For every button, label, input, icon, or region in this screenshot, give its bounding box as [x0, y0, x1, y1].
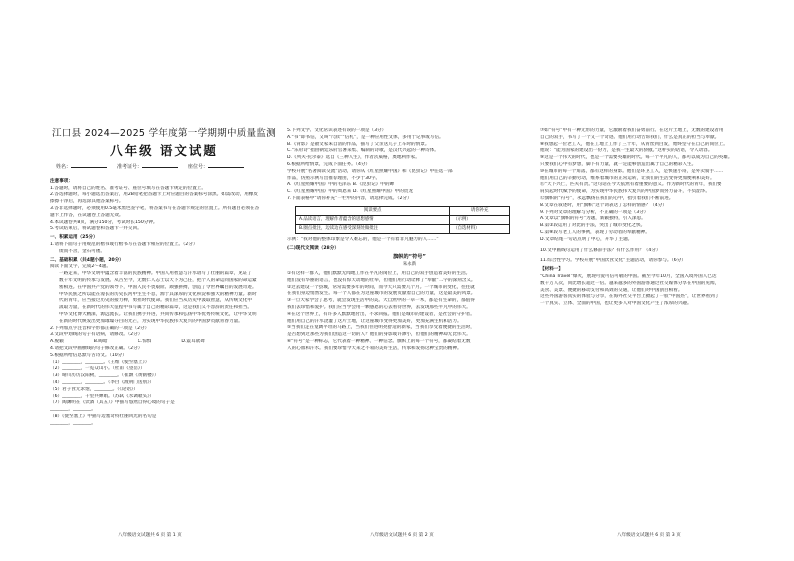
- option-item: B.《背影》是散文家朱自清的作品，描写了父亲送儿子上车时的情景。: [287, 141, 430, 147]
- passage-line: 数千年文明的传承与发展。从古至今，无数仁人志士以天下为己任，把个人的命运同国家的命运紧: [59, 277, 257, 283]
- option-item: B.晦暗: [93, 339, 108, 345]
- poem-item: （5）君子食无求饱，________。（《论语》）: [50, 386, 138, 392]
- essay-line: 人的心血和汗水。我们要珍惜今天来之不易的美好生活，传承和发扬这种宝贵的精神。: [287, 345, 462, 351]
- question-1-text: 锲而不舍，金石可镂。: [59, 248, 105, 254]
- essay-line: 自己的双手，书写了一个又一个奇迹。他们用行动告诉我们，什么是真正的担当与奉献。: [540, 134, 720, 140]
- column-3: [540, 128, 772, 308]
- question-3-options: [50, 339, 278, 346]
- page-footer-2: 八年级语文试题共 6 页 第 2 页: [370, 533, 434, 538]
- essay-line: ⑫旗帜的“符号”，永远飘扬在我们的心中，指引着我们不断前进。: [540, 195, 674, 201]
- essay-line: ⑦如“符号”中有一种无形的力量，它激励着我们奋勇前行。在这片土地上，无数的建设者用: [540, 128, 724, 133]
- option-item: D.文章结尾一句话点明了中心，升华了主题。: [540, 236, 633, 242]
- column-2: [287, 128, 532, 353]
- option-item: C.第⑧段写老工人的事例，表现了劳动者的奉献精神。: [540, 229, 650, 235]
- part3-heading: (二)现代文阅读（28分）: [287, 245, 339, 251]
- essay-title: 旗帜的“符号”: [393, 254, 426, 261]
- question-12: 10.文中画线句运用了什么修辞手法？有什么作用？（4分）: [540, 247, 661, 253]
- essay-line: 在我们身边悄然发生。每一个人都在为这座城市的发展贡献着自己的力量，这是最美的风景。: [287, 291, 476, 297]
- material-label: 【材料一】: [540, 267, 563, 273]
- question-2: 2.下列加点字注音和字形都正确的一项是（2分）: [50, 325, 150, 331]
- exam-title: 江口县 2024—2025 学年度第一学期期中质量监测: [52, 128, 276, 139]
- essay-line: 肩负起时代赋予的使命，为实现中华民族伟大复兴的中国梦而努力奋斗，不负韶华。: [540, 189, 710, 195]
- seat-blank[interactable]: [208, 167, 244, 168]
- table-row: [296, 215, 510, 224]
- page-footer-1: 八年级语文试题共 6 页 第 1 页: [118, 533, 182, 538]
- name-blank[interactable]: [71, 167, 107, 168]
- essay-line: ⑥“符号”是一种标志，它代表着一种精神、一种信念。旗帜上的每一个符号，都凝结着无数: [287, 338, 471, 344]
- poem-list: [50, 360, 278, 428]
- essay-line: ②过去建设一个县城，常常需要多年的时间，而今天只需要几个月。一个城市的变化，往往就: [287, 284, 475, 290]
- poem-item: （6）________，千里共婵娟。（苏轼《水调歌头》）: [50, 393, 154, 399]
- passage-line: 中华民族之所以能在漫长的历史长河中生生不息，源于其深厚的文化积淀和强大的精神力量。新时: [59, 291, 257, 297]
- option-item: A.脱颖: [50, 339, 64, 345]
- poem-item: （7）陶渊明在《饮酒（其五）》中描写悠然自得心境的句子是: [50, 400, 175, 406]
- poem-item: （1）________，________。（王维《使至塞上》）: [50, 359, 150, 365]
- passage-line: 密相连。在中国共产党的领导下，中国人民不畏艰险、顽强拼搏，创造了令世界瞩目的发展奇迹。: [59, 284, 257, 290]
- material-line: 一个真实、立体、全面的中国，也让更多人对中国文化产生了浓厚的兴趣。: [540, 301, 692, 307]
- poem-item: ________，________。: [50, 420, 96, 426]
- table-cell: （自选材料）: [450, 224, 510, 233]
- essay-continued: [540, 128, 772, 203]
- essay-line: 我们去珍惜和爱护。我们应当学会用一颗感恩的心去看待世界，去发现那些平凡中的伟大。: [287, 304, 471, 310]
- essay-line: ⑤当我们走在宽阔平坦的马路上，当我们住进明亮舒适的新家，当我们享受着便捷的生活时，: [287, 325, 475, 331]
- question-3: 3.文段中划线的句子有语病，请修改。（2分）: [50, 332, 143, 338]
- notice-item: 题卡上作答，在试题卷上答题无效。: [50, 212, 124, 218]
- notice-item: 5.考试结束后，将试题卷和答题卡一并交回。: [50, 226, 142, 232]
- seat-label: 座位号：: [188, 164, 209, 170]
- essay-line: 他们没有华丽的语言，也没有惊天动地的壮举，但他们用行动诠释了“奉献”二字的深刻含义。: [287, 277, 476, 283]
- poem-item: （8）《使至塞上》中描写边塞奇特壮丽风光的名句是: [50, 413, 157, 419]
- table-header-cell: 阅读要点: [296, 206, 450, 215]
- name-label: 姓名：: [56, 164, 72, 170]
- answer-table: [295, 206, 510, 234]
- notice-title: 注意事项：: [50, 178, 73, 184]
- column-1: [50, 128, 278, 427]
- question-1: 1.请将下面句子用规范的楷书或行楷书写在答题卡相应的位置上。（2分）: [50, 241, 198, 247]
- option-item: C.“乐府诗”指由朝廷乐府官署采集、编制的诗歌，是汉代兴起的一种诗体。: [287, 148, 439, 154]
- part2-heading: 二、基础积累（共4题小题，20分）: [50, 257, 124, 263]
- notice-list: [50, 186, 278, 234]
- essay-line: ④在这个世界上，有许多人默默地付出，不求回报。他们是城市的建设者，是社会的守护者。: [287, 311, 475, 317]
- option-item: A.“书”即书信，又叫“尺牍”“信札”，是一种应用性文体，多用于记事或写信。: [287, 134, 444, 140]
- essay-line: 是否想到过那些为我们创造这一切的人？他们的身影或许渺小，但他们的精神却无比伟大。: [287, 332, 471, 338]
- reading-passage: [50, 271, 278, 325]
- exam-no-label: 准考证号：: [117, 164, 143, 170]
- question-2-intro: 阅读下面文字，完成2～4题。: [50, 264, 111, 270]
- question-7: 6.根据所给情景，完成下面任务。（4分）: [287, 161, 371, 167]
- poem-item: ________，________。: [50, 407, 96, 413]
- option-item: D.震耳欲聋: [181, 339, 205, 345]
- essay-line: 他说：“能为国家的建设出一份力，是我一生最大的骄傲。”这朴实的话语，令人动容。: [540, 148, 713, 154]
- essay-line: ⑨这是一个伟大的时代，也是一个需要英雄的时代。每一个平凡的人，都可以成为自己的英雄。: [540, 155, 733, 161]
- option-item: C.惊惧: [137, 339, 152, 345]
- question-7-text: [287, 169, 532, 183]
- student-info: [56, 164, 278, 171]
- question-10: 8.文章在叙述时，用“旗帜”这个词表达了怎样的情感？（4分）: [540, 202, 667, 208]
- passage-line: 一路走来，中华文明中蕴含着丰富的民族精神。中国人用智慧与汗水谱写了壮丽的篇章，见证了: [59, 271, 252, 277]
- essay-line: ①有这样一群人，他们默默无闻地工作在平凡的岗位上，用自己的双手创造着美好的生活。: [287, 270, 471, 276]
- table-cell: （示例）: [450, 215, 510, 224]
- material-line: “China Travel”爆火，展现可爱可信可敬的中国。截至今年10月，全国入境外国人已达: [540, 273, 717, 279]
- material-line: 这些外国游客真实的体验与分享，在海外社交平台上掀起了一股“中国热”，让世界看到了: [540, 294, 720, 300]
- table-cell: B.圈点批注，边读边在感受深刻处做批注: [296, 224, 450, 233]
- option-item: B.第②段运用了对比的手法，突出了城市变化之快。: [540, 223, 646, 229]
- question-13: 11.综合性学习。学校开展“中国饮食文化”主题活动，请你参与。（6分）: [540, 258, 686, 264]
- essay-line: ⑪“天下兴亡，匹夫有责。”这句话在今天依然有着重要的意义。作为新时代的青年，我们要: [540, 182, 722, 188]
- poem-item: （2）________，一览众山小。（杜甫《望岳》）: [50, 366, 145, 372]
- question-6-options: [287, 135, 532, 162]
- question-8-list: [287, 182, 532, 196]
- notice-item: 擦擦干净后，再选涂其他答案标号。: [50, 199, 124, 205]
- option-item: A.文章以“旗帜的符号”为题，新颖独特，引人深思。: [540, 216, 646, 222]
- essay-author: 朱永新: [402, 262, 417, 268]
- passage-line: 代的青年，应当接过历史的接力棒，勇担时代使命。我们应当从历史中汲取智慧，从传统文化中: [59, 298, 252, 304]
- option-item: D.《列夫·托尔泰》选自《三种人生》，作者茨威格，奥地利作家。: [287, 155, 420, 161]
- option-item: C.《红星照耀中国》中的周恩来 D.《红星照耀中国》中的贺龙: [287, 189, 413, 195]
- essay-body: [287, 271, 532, 353]
- essay-line: ③一旦大家学会了思考，就会发现生活中的美。大自然中的一草一木，都是有生命的，都值得: [287, 298, 475, 304]
- essay-line: 他们用自己的辛勤劳动，维系着城市的正常运转，让我们的生活变得更加便利和美好。: [540, 175, 715, 181]
- table-row: [296, 224, 510, 233]
- poem-item: （4）________，________。（李白《渡荆门送别》）: [50, 379, 154, 385]
- question-11: 9.下列对文章的理解与分析，不正确的一项是（3分）: [540, 209, 649, 215]
- passage-line: 中华文化博大精深，源远流长。让我们携手并进，共同传承和弘扬中华优秀传统文化，让中华文明: [59, 311, 257, 317]
- notice-item: 1.答题时，请将自己的姓名、准考证号、座位号填写在答题卡规定的位置上。: [50, 185, 206, 191]
- essay-line: 他们用自己的汗水浇灌了这片土地，让这座城市变得更加美好，更加充满生机和活力。: [287, 318, 462, 324]
- material-line: 数千万人次，同比增长超过一倍。越来越多的外国游客通过社交媒体分享在中国的见闻，: [540, 280, 720, 286]
- passage-line: 汲取力量，在新时代的伟大征程中书写属于自己的精彩篇章，这是我们义不容辞的责任和担当。: [59, 305, 252, 311]
- table-header-cell: 请你补充: [450, 206, 510, 215]
- question-9: 7.下面表格中“请你补充”一栏中的内容，请选择完成。（2分）: [287, 195, 412, 201]
- material-text: [540, 274, 772, 308]
- essay-line: ⑧我想起一位老工人，他在工地上工作了三十年，从青丝到白发，始终坚守在自己的岗位上。: [540, 141, 728, 147]
- part1-heading: 一、积累运用（25分）: [50, 235, 98, 241]
- table-cell: A.品读语言，理解作者蕴含的思想感情: [296, 215, 450, 224]
- question-11-options: [540, 216, 772, 243]
- question-4: 4.请把文段中画横线的句子修改正确。（2分）: [50, 345, 143, 351]
- question-5: 5.根据所给信息默写古诗文。（10分）: [50, 352, 127, 358]
- option-item: A.《红星照耀中国》中的毛泽东 B.《昆虫记》中的蝉: [287, 182, 395, 188]
- question-text-line: 学校开展“名著阅读交流”活动，请你从《红星照耀中国》和《昆虫记》中任选一部: [287, 168, 453, 174]
- question-9-note: 示例：“我对他的整体印象是令人难忘的，他是一个有着非凡魅力的人……”: [287, 236, 439, 242]
- essay-line: ⑩在城市的每一个角落，都有这样的身影。他们是环卫工人，是快递小哥，是外卖骑手……: [540, 168, 724, 174]
- subject-title: 八年级 语文试题: [110, 143, 218, 158]
- notice-item: 2.答选择题时，每小题选出答案后，用2B铅笔把答题卡上对应题目的答案标号涂黑。如需改动，用橡皮: [50, 192, 258, 198]
- notice-item: 4.本试题卷共8页，满分150分，考试时长150分钟。: [50, 219, 158, 225]
- question-6: 5.下列文学、文化常识表述有误的一项是（3分）: [287, 128, 387, 133]
- essay-line: 只要我们心中有梦想，脚下有力量，就一定能够创造出属于自己的精彩人生。: [540, 161, 697, 167]
- poem-item: （3）晴川历历汉阳树，________。（崔颢《黄鹤楼》）: [50, 373, 159, 379]
- notice-item: 3.答非选择题时，必须使用0.5毫米黑色签字笔，将答案书写在答题卡规定的位置上。所有题目必须在答: [50, 205, 260, 211]
- material-line: 美食、美景、便捷的移动支付和高效的交通，让他们对中国刮目相看。: [540, 287, 683, 293]
- table-header-row: [296, 206, 510, 215]
- exam-no-blank[interactable]: [142, 167, 178, 168]
- page-footer-3: 八年级语文试题共 6 页 第 3 页: [617, 533, 681, 538]
- question-text-line: 作品，仿照示例写出推荐理由，不少于30字。: [287, 175, 381, 181]
- passage-line: 在新的时代焕发出更加璀璨夺目的光芒，为实现中华民族伟大复兴的中国梦贡献青春力量。: [59, 318, 243, 324]
